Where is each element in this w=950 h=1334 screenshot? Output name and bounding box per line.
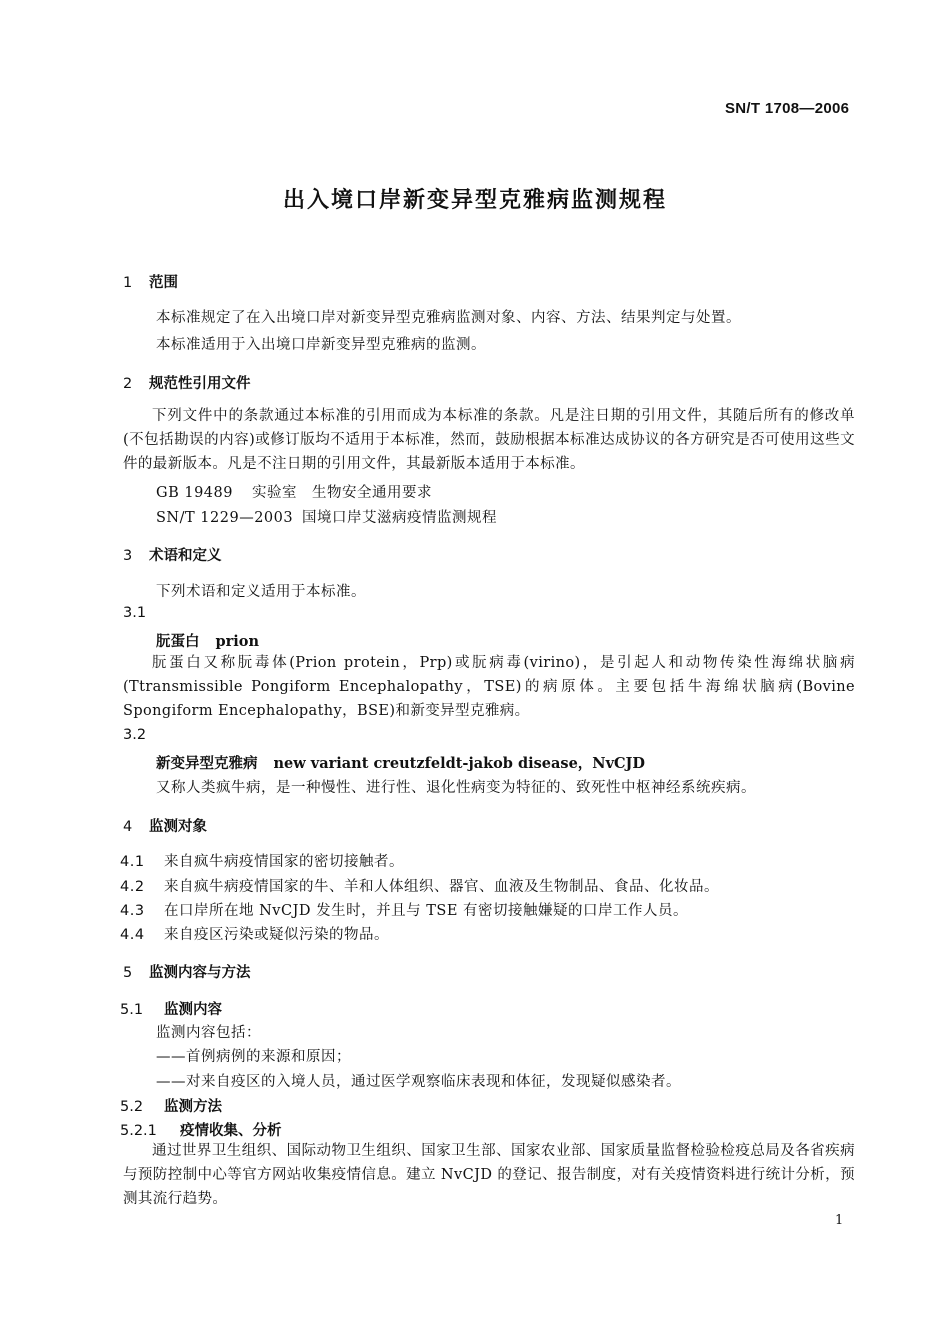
item-text: 来自疫区污染或疑似污染的物品。 <box>164 927 389 943</box>
paragraph: 本标准适用于入出境口岸新变异型克雅病的监测。 <box>156 337 486 353</box>
list-item <box>120 899 688 920</box>
standard-code: SN/T 1708—2006 <box>725 100 850 117</box>
term-heading <box>156 752 645 773</box>
list-item <box>120 850 404 871</box>
subsection-number: 5.2 <box>120 1099 144 1115</box>
subsection-number: 5.1 <box>120 1002 144 1018</box>
item-number: 4.1 <box>120 854 145 870</box>
section-1-heading <box>123 271 178 292</box>
section-title: 监测对象 <box>149 819 207 835</box>
section-title: 范围 <box>149 275 178 291</box>
document-title: 出入境口岸新变异型克雅病监测规程 <box>282 188 667 213</box>
subsection-title: 疫情收集、分析 <box>180 1123 282 1139</box>
page-number: 1 <box>835 1213 844 1228</box>
section-number: 1 <box>123 275 133 291</box>
subsection-heading <box>120 998 222 1019</box>
term-definition: 朊蛋白又称朊毒体(Prion protein，Prp)或朊病毒(virino)，是引起人和动物传染性海绵状脑病(Ttransmissible Pongiform Encephalopathy，TSE)的病原体。主要包括牛海绵状脑病(Bovine Spongiform Encephalopathy，BSE)和新变异型克雅病。 <box>123 655 855 719</box>
section-number: 3 <box>123 548 133 564</box>
section-4-heading <box>123 815 207 836</box>
section-title: 监测内容与方法 <box>149 965 251 981</box>
subsection-heading <box>120 1095 222 1116</box>
reference-title: 实验室 生物安全通用要求 <box>252 485 432 501</box>
reference-code: SN/T 1229—2003 <box>156 510 294 526</box>
item-text: 来自疯牛病疫情国家的牛、羊和人体组织、器官、血液及生物制品、食品、化妆品。 <box>164 879 719 895</box>
term-en: new variant creutzfeldt-jakob disease，NvCJD <box>273 755 645 772</box>
paragraph: 本标准规定了在入出境口岸对新变异型克雅病监测对象、内容、方法、结果判定与处置。 <box>156 310 741 326</box>
section-3-heading <box>123 544 222 565</box>
list-item <box>120 875 719 896</box>
section-number: 5 <box>123 965 133 981</box>
subsection-heading <box>120 1119 282 1140</box>
subsection-number: 5.2.1 <box>120 1123 157 1139</box>
item-number: 4.4 <box>120 927 145 943</box>
section-number: 2 <box>123 376 133 392</box>
section-5-heading <box>123 961 251 982</box>
subsection-title: 监测内容 <box>164 1002 222 1018</box>
item-text: 来自疯牛病疫情国家的密切接触者。 <box>164 854 404 870</box>
reference-code: GB 19489 <box>156 485 233 501</box>
reference-item <box>156 481 432 502</box>
paragraph: 下列术语和定义适用于本标准。 <box>156 584 366 600</box>
term-number: 3.1 <box>123 605 147 621</box>
term-heading <box>156 630 259 651</box>
list-item <box>120 923 389 944</box>
term-definition: 又称人类疯牛病，是一种慢性、进行性、退化性病变为特征的、致死性中枢神经系统疾病。 <box>156 780 756 796</box>
item-text: 在口岸所在地 NvCJD 发生时，并且与 TSE 有密切接触嫌疑的口岸工作人员。 <box>164 903 689 919</box>
subsection-title: 监测方法 <box>164 1099 222 1115</box>
item-number: 4.2 <box>120 879 145 895</box>
paragraph: 通过世界卫生组织、国际动物卫生组织、国家卫生部、国家农业部、国家质量监督检验检疫总局及各省疾病与预防控制中心等官方网站收集疫情信息。建立 NvCJD 的登记、报告制度，对有关疫情资料进行统计分析，预测其流行趋势。 <box>123 1143 855 1207</box>
dash-item: ——首例病例的来源和原因； <box>156 1049 351 1065</box>
term-number: 3.2 <box>123 727 147 743</box>
section-2-heading <box>123 372 251 393</box>
term-en: prion <box>215 633 259 650</box>
reference-title: 国境口岸艾滋病疫情监测规程 <box>302 510 497 526</box>
paragraph: 下列文件中的条款通过本标准的引用而成为本标准的条款。凡是注日期的引用文件，其随后所有的修改单(不包括勘误的内容)或修订版均不适用于本标准，然而，鼓励根据本标准达成协议的各方研究是否可使用这些文件的最新版本。凡是不注日期的引用文件，其最新版本适用于本标准。 <box>123 408 855 472</box>
reference-item <box>156 506 497 527</box>
term-cn: 朊蛋白 <box>156 634 200 650</box>
section-title: 规范性引用文件 <box>149 376 251 392</box>
section-title: 术语和定义 <box>149 548 222 564</box>
paragraph: 监测内容包括： <box>156 1025 261 1041</box>
term-cn: 新变异型克雅病 <box>156 756 258 772</box>
section-number: 4 <box>123 819 133 835</box>
item-number: 4.3 <box>120 903 145 919</box>
dash-item: ——对来自疫区的入境人员，通过医学观察临床表现和体征，发现疑似感染者。 <box>156 1074 681 1090</box>
